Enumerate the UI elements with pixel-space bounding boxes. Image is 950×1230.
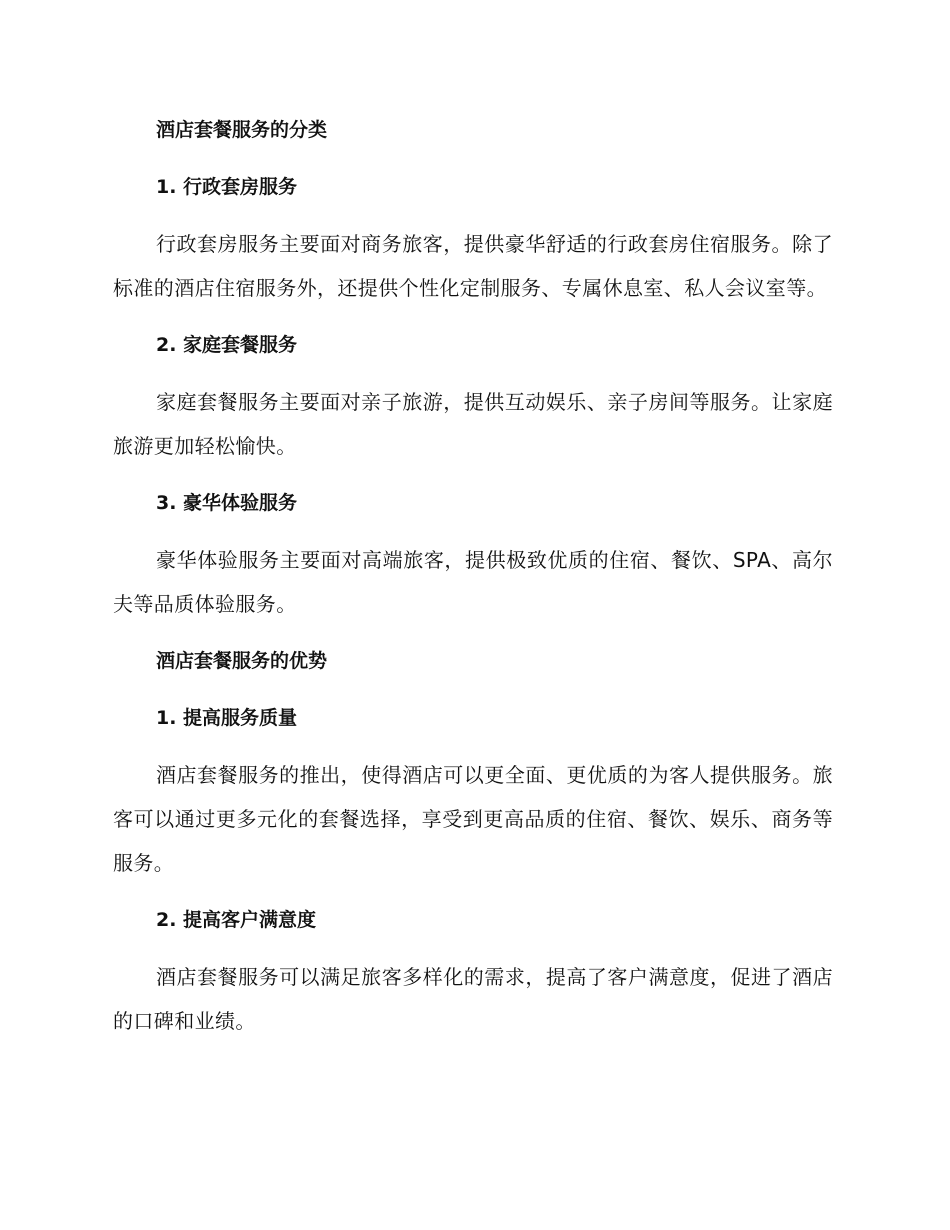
section-heading-classification: 酒店套餐服务的分类	[156, 119, 328, 141]
paragraph-luxury-experience: 豪华体验服务主要面对高端旅客，提供极致优质的住宿、餐饮、SPA、高尔夫等品质体验服务。	[113, 548, 833, 616]
subheading-executive-suite: 1. 行政套房服务	[156, 176, 298, 198]
paragraph-family-package: 家庭套餐服务主要面对亲子旅游，提供互动娱乐、亲子房间等服务。让家庭旅游更加轻松愉快。	[113, 390, 833, 458]
paragraph-customer-satisfaction: 酒店套餐服务可以满足旅客多样化的需求，提高了客户满意度，促进了酒店的口碑和业绩。	[113, 965, 833, 1033]
subheading-luxury-experience: 3. 豪华体验服务	[156, 492, 298, 514]
section-heading-advantages: 酒店套餐服务的优势	[156, 650, 328, 672]
paragraph-executive-suite: 行政套房服务主要面对商务旅客，提供豪华舒适的行政套房住宿服务。除了标准的酒店住宿服务外，还提供个性化定制服务、专属休息室、私人会议室等。	[113, 232, 833, 300]
subheading-family-package: 2. 家庭套餐服务	[156, 334, 298, 356]
document-page	[113, 108, 833, 1056]
subheading-service-quality: 1. 提高服务质量	[156, 707, 298, 729]
subheading-customer-satisfaction: 2. 提高客户满意度	[156, 909, 317, 931]
paragraph-service-quality: 酒店套餐服务的推出，使得酒店可以更全面、更优质的为客人提供服务。旅客可以通过更多元化的套餐选择，享受到更高品质的住宿、餐饮、娱乐、商务等服务。	[113, 763, 833, 875]
